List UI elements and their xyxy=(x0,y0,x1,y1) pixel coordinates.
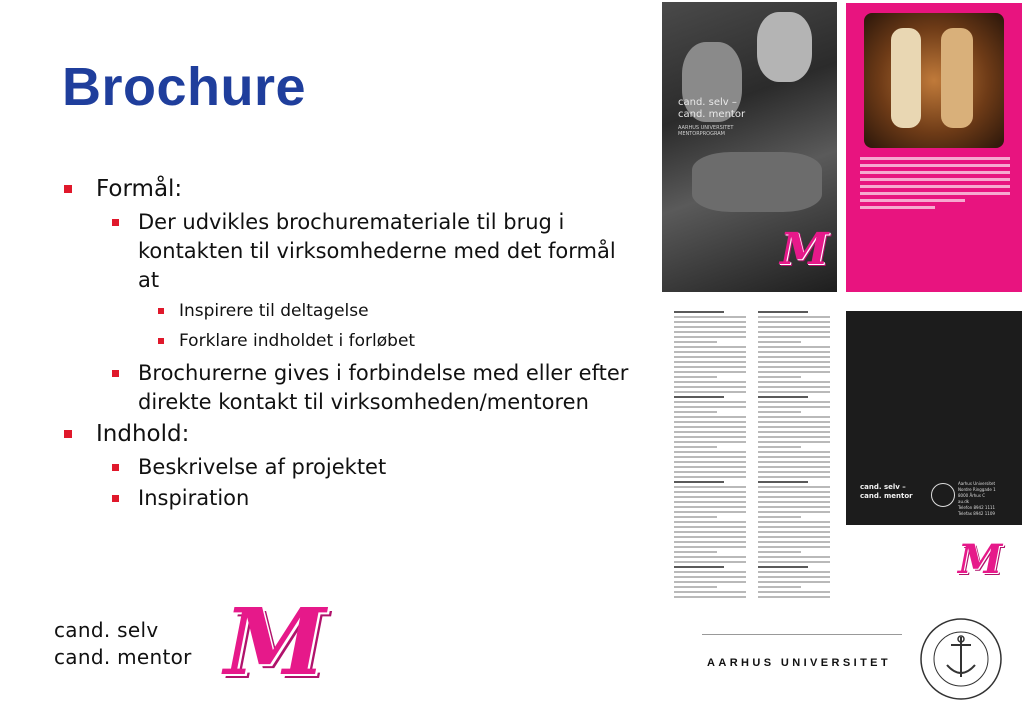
brochure-text-line xyxy=(758,561,830,563)
brochure-text-line xyxy=(758,406,830,408)
back-card-line1: cand. selv – xyxy=(860,483,906,491)
brochure-text-line xyxy=(674,391,746,393)
brochure-text-line xyxy=(674,496,746,498)
brochure-text-line xyxy=(674,421,746,423)
brochure-text-line xyxy=(758,386,830,388)
bullet-brochurerne-gives: Brochurerne gives i forbindelse med eller efter direkte kontakt til virksomheden/mentoren xyxy=(62,359,642,417)
brochure-text-line xyxy=(758,461,830,463)
brochure-text-line xyxy=(674,386,746,388)
pink-card-body-text xyxy=(860,155,1010,213)
brochure-text-line xyxy=(758,326,830,328)
brochure-text-line xyxy=(674,541,746,543)
brochure-text-line xyxy=(674,561,746,563)
brochure-text-line xyxy=(674,416,746,418)
brochure-text-line xyxy=(758,361,830,363)
brochure-text-line xyxy=(674,441,746,443)
footer-university: AARHUS UNIVERSITET xyxy=(707,657,892,669)
vase-figure xyxy=(891,28,921,128)
back-card-line2: cand. mentor xyxy=(860,492,913,500)
brochure-text-line xyxy=(674,436,746,438)
brochure-text-line xyxy=(758,511,830,513)
brochure-text-line xyxy=(674,511,746,513)
brochure-column-left xyxy=(674,311,746,583)
brochure-text-line xyxy=(674,331,746,333)
brochure-text-line xyxy=(674,566,724,568)
bullet-inspirere: Inspirere til deltagelse xyxy=(62,299,642,323)
brochure-text-line xyxy=(674,471,746,473)
back-card-address: Aarhus Universitet Nordre Ringgade 1 8000 Århus C au.dk Telefon 8942 1111 Telefax 8942 1109 xyxy=(958,481,996,516)
brochure-text-line xyxy=(674,341,717,343)
brochure-text-line xyxy=(758,481,808,483)
brochure-text-line xyxy=(674,366,746,368)
brochure-text-line xyxy=(758,471,830,473)
brochure-text-line xyxy=(758,351,830,353)
brochure-text-line xyxy=(758,581,830,583)
brochure-text-line xyxy=(758,531,830,533)
brochure-text-line xyxy=(674,571,746,573)
bullet-list xyxy=(62,174,642,515)
brochure-text-line xyxy=(758,446,801,448)
brochure-text-line xyxy=(758,596,830,598)
brochure-text-line xyxy=(674,396,724,398)
brochure-cover-photo xyxy=(662,2,837,292)
brochure-text-line xyxy=(674,506,746,508)
brochure-text-line xyxy=(674,516,717,518)
brochure-text-line xyxy=(674,491,746,493)
brochure-text-line xyxy=(758,396,808,398)
brochure-text-line xyxy=(674,581,746,583)
brochure-text-line xyxy=(674,426,746,428)
bullet-formaal: Formål: xyxy=(62,174,642,204)
brochure-text-line xyxy=(758,476,830,478)
brochure-text-line xyxy=(758,521,830,523)
brochure-text-line xyxy=(758,376,801,378)
brochure-text-line xyxy=(758,456,830,458)
brochure-text-line xyxy=(674,351,746,353)
brochure-text-line xyxy=(674,536,746,538)
brochure-text-line xyxy=(758,571,830,573)
brochure-text-line xyxy=(758,591,830,593)
brochure-text-line xyxy=(674,586,717,588)
vase-figure xyxy=(941,28,973,128)
brochure-inner-pages xyxy=(674,311,834,583)
brochure-text-line xyxy=(758,391,830,393)
brochure-text-line xyxy=(674,401,746,403)
brochure-text-line xyxy=(674,431,746,433)
footer-project-name: cand. selv cand. mentor xyxy=(54,618,192,669)
brochure-text-line xyxy=(758,381,830,383)
brochure-text-line xyxy=(674,371,746,373)
brochure-text-line xyxy=(758,501,830,503)
slide-title: Brochure xyxy=(62,57,307,117)
brochure-text-line xyxy=(674,596,746,598)
cover-m-logo: M xyxy=(780,224,829,275)
brochure-text-line xyxy=(758,486,830,488)
brochure-text-line xyxy=(674,466,746,468)
brochure-text-line xyxy=(758,516,801,518)
footer-divider xyxy=(702,634,902,635)
brochure-text-line xyxy=(758,371,830,373)
greek-vase-image xyxy=(864,13,1004,148)
brochure-text-line xyxy=(758,356,830,358)
brochure-text-line xyxy=(758,541,830,543)
brochure-text-line xyxy=(758,556,830,558)
brochure-text-line xyxy=(758,426,830,428)
brochure-text-line xyxy=(758,416,830,418)
brochure-text-line xyxy=(674,336,746,338)
brochure-text-line xyxy=(758,366,830,368)
cover-title: cand. selv – cand. mentor xyxy=(678,97,746,120)
brochure-text-line xyxy=(674,476,746,478)
bullet-inspiration: Inspiration xyxy=(62,484,642,513)
brochure-text-line xyxy=(674,591,746,593)
brochure-text-line xyxy=(758,566,808,568)
brochure-text-line xyxy=(758,491,830,493)
brochure-text-line xyxy=(674,501,746,503)
brochure-text-line xyxy=(674,381,746,383)
brochure-text-line xyxy=(758,576,830,578)
cover-subtitle: AARHUS UNIVERSITET MENTORPROGRAM xyxy=(678,125,734,137)
brochure-text-line xyxy=(758,526,830,528)
brochure-text-line xyxy=(758,546,830,548)
au-seal-icon xyxy=(931,483,955,507)
brochure-text-line xyxy=(674,356,746,358)
brochure-text-line xyxy=(758,331,830,333)
bullet-brochure-materiale: Der udvikles brochuremateriale til brug i kontakten til virksomhederne med det formål at xyxy=(62,208,642,295)
brochure-text-line xyxy=(758,441,830,443)
small-m-logo: M xyxy=(958,536,1003,583)
brochure-text-line xyxy=(758,506,830,508)
brochure-text-line xyxy=(758,401,830,403)
brochure-text-line xyxy=(674,576,746,578)
aarhus-university-seal-icon xyxy=(917,615,1005,703)
bullet-forklare: Forklare indholdet i forløbet xyxy=(62,329,642,353)
brochure-text-line xyxy=(758,311,808,313)
brochure-pink-card xyxy=(846,3,1022,292)
brochure-text-line xyxy=(674,546,746,548)
brochure-text-line xyxy=(674,486,746,488)
brochure-text-line xyxy=(758,341,801,343)
brochure-text-line xyxy=(674,446,717,448)
brochure-text-line xyxy=(674,376,717,378)
brochure-text-line xyxy=(758,551,801,553)
brochure-text-line xyxy=(758,321,830,323)
brochure-text-line xyxy=(674,451,746,453)
bullet-beskrivelse: Beskrivelse af projektet xyxy=(62,453,642,482)
brochure-column-right xyxy=(758,311,830,583)
brochure-text-line xyxy=(758,496,830,498)
brochure-text-line xyxy=(758,466,830,468)
photo-figure xyxy=(757,12,812,82)
brochure-text-line xyxy=(674,531,746,533)
brochure-text-line xyxy=(674,521,746,523)
brochure-text-line xyxy=(674,311,724,313)
brochure-text-line xyxy=(674,481,724,483)
brochure-text-line xyxy=(758,336,830,338)
brochure-text-line xyxy=(674,461,746,463)
brochure-text-line xyxy=(674,551,717,553)
brochure-text-line xyxy=(674,346,746,348)
brochure-text-line xyxy=(758,586,801,588)
brochure-text-line xyxy=(758,346,830,348)
brochure-text-line xyxy=(758,421,830,423)
brochure-text-line xyxy=(758,316,830,318)
brochure-text-line xyxy=(674,526,746,528)
brochure-text-line xyxy=(674,316,746,318)
brochure-text-line xyxy=(758,436,830,438)
brochure-text-line xyxy=(674,456,746,458)
large-m-logo: M xyxy=(224,588,326,696)
brochure-text-line xyxy=(674,326,746,328)
bullet-indhold: Indhold: xyxy=(62,419,642,449)
brochure-text-line xyxy=(674,411,717,413)
brochure-text-line xyxy=(674,406,746,408)
brochure-text-line xyxy=(758,431,830,433)
brochure-text-line xyxy=(758,451,830,453)
brochure-text-line xyxy=(758,536,830,538)
brochure-text-line xyxy=(674,321,746,323)
brochure-back-card xyxy=(846,311,1022,525)
brochure-text-line xyxy=(758,411,801,413)
photo-table xyxy=(692,152,822,212)
brochure-text-line xyxy=(674,361,746,363)
brochure-text-line xyxy=(674,556,746,558)
